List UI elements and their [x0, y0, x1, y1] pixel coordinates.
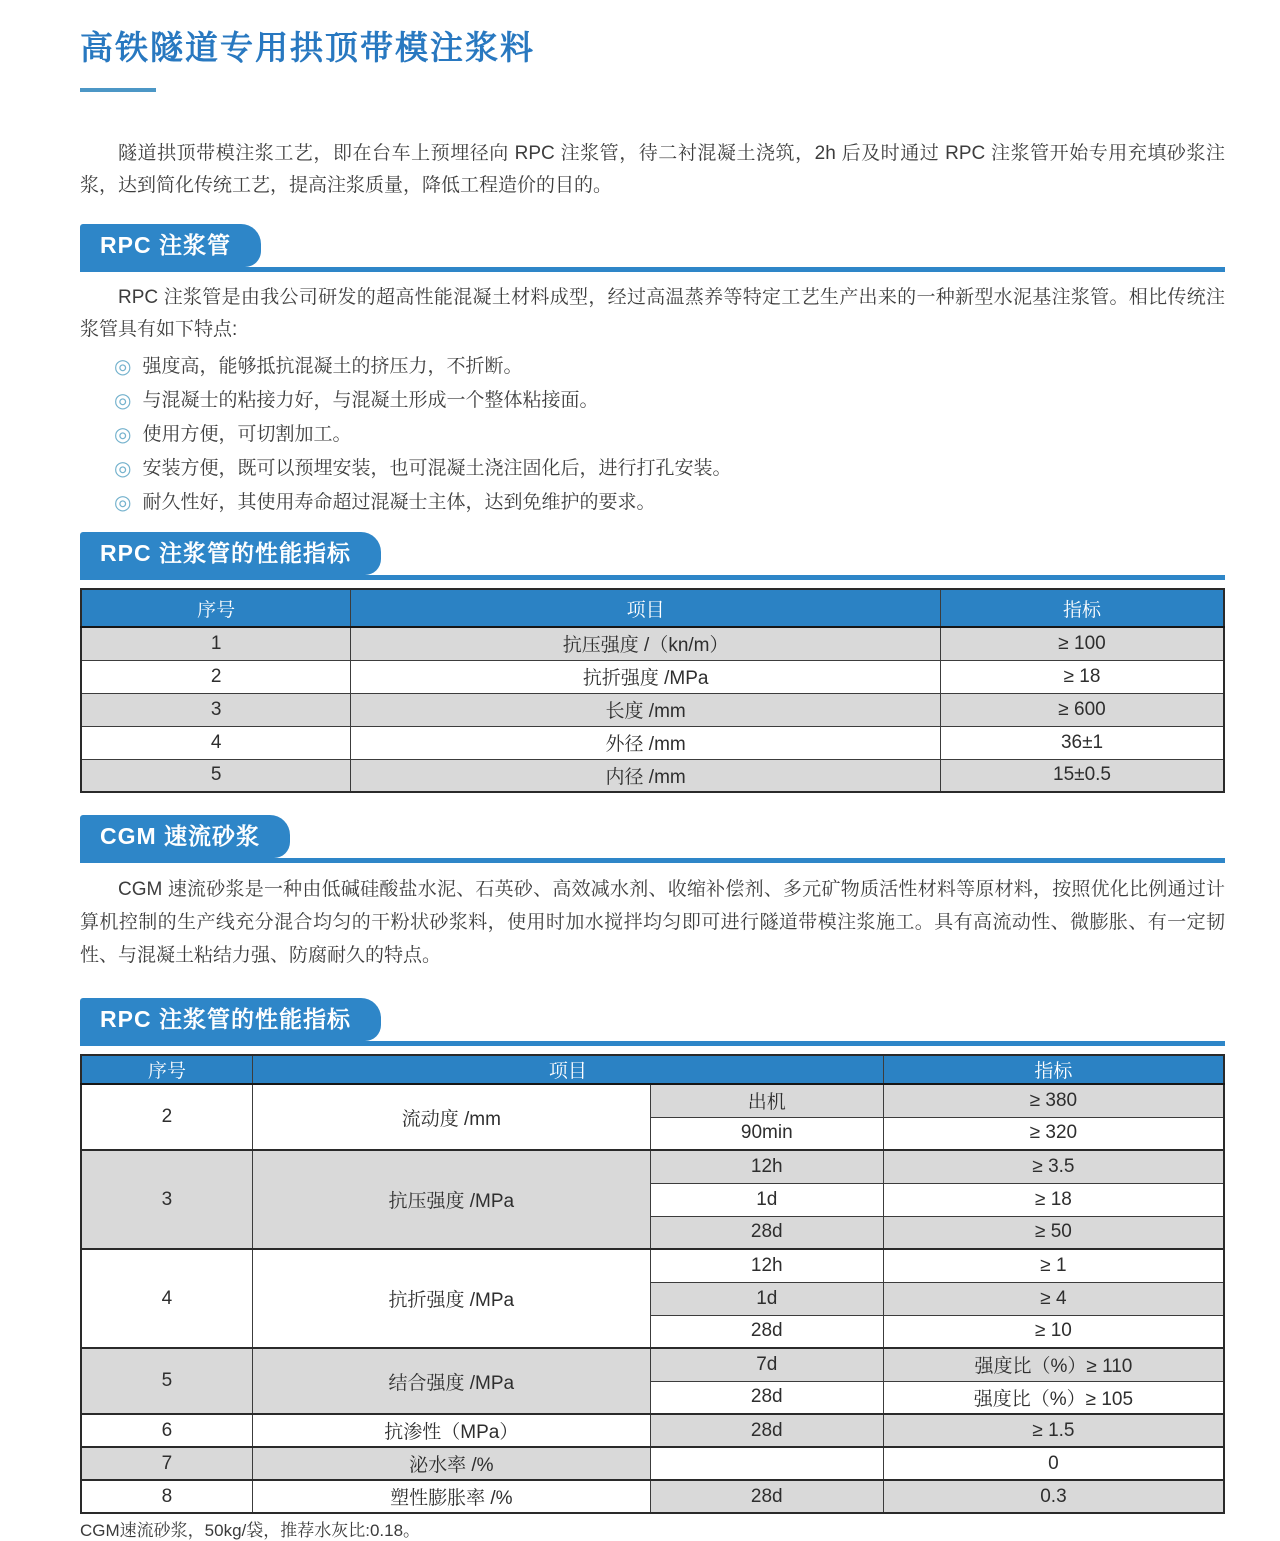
cell-value: 0.3 [883, 1480, 1224, 1513]
cell-condition: 28d [650, 1414, 883, 1447]
cell-item: 塑性膨胀率 /% [252, 1480, 650, 1513]
cell-no: 3 [81, 693, 351, 726]
cell-no: 8 [81, 1480, 252, 1513]
table-row [81, 726, 1224, 759]
table-row [81, 1348, 1224, 1381]
cell-value: ≥ 320 [883, 1117, 1224, 1150]
cell-item: 泌水率 /% [252, 1447, 650, 1480]
cell-item: 抗折强度 /MPa [351, 660, 941, 693]
cell-condition: 12h [650, 1249, 883, 1282]
cell-item: 抗折强度 /MPa [252, 1249, 650, 1348]
feature-item [114, 452, 1225, 486]
cell-value: ≥ 18 [883, 1183, 1224, 1216]
cell-value: ≥ 600 [941, 693, 1224, 726]
feature-text: 耐久性好，其使用寿命超过混凝士主体，达到免维护的要求。 [142, 492, 656, 513]
cell-condition: 7d [650, 1348, 883, 1381]
column-header: 指标 [883, 1055, 1224, 1084]
cell-condition: 12h [650, 1150, 883, 1183]
table-header-row [81, 589, 1224, 627]
feature-item [114, 418, 1225, 452]
cell-item: 流动度 /mm [252, 1084, 650, 1150]
cell-value: ≥ 10 [883, 1315, 1224, 1348]
column-header: 指标 [941, 589, 1224, 627]
table-row [81, 1150, 1224, 1183]
cell-condition: 28d [650, 1216, 883, 1249]
table-row [81, 1414, 1224, 1447]
cell-condition: 1d [650, 1282, 883, 1315]
table-row [81, 627, 1224, 660]
feature-item [114, 350, 1225, 384]
table-row [81, 759, 1224, 792]
cell-item: 外径 /mm [351, 726, 941, 759]
double-circle-bullet-icon: ◎ [114, 458, 132, 480]
section-banner-cgm [80, 815, 1225, 863]
footnote: CGM速流砂浆，50kg/袋，推荐水灰比:0.18。 [80, 1521, 421, 1540]
cell-value: 15±0.5 [941, 759, 1224, 792]
cell-condition: 出机 [650, 1084, 883, 1117]
table-row [81, 1480, 1224, 1513]
section-heading-table2: RPC 注浆管的性能指标 [80, 998, 381, 1041]
column-header: 项目 [252, 1055, 883, 1084]
cell-condition: 28d [650, 1315, 883, 1348]
cell-item: 抗压强度 /MPa [252, 1150, 650, 1249]
cell-value: ≥ 3.5 [883, 1150, 1224, 1183]
cell-no: 2 [81, 1084, 252, 1150]
feature-text: 强度高，能够抵抗混凝土的挤压力，不折断。 [142, 356, 523, 377]
cell-condition: 90min [650, 1117, 883, 1150]
column-header: 项目 [351, 589, 941, 627]
feature-item [114, 384, 1225, 418]
cgm-performance-table [80, 1054, 1225, 1514]
cell-item: 结合强度 /MPa [252, 1348, 650, 1414]
cell-value: ≥ 380 [883, 1084, 1224, 1117]
cell-condition: 1d [650, 1183, 883, 1216]
double-circle-bullet-icon: ◎ [114, 390, 132, 412]
table-row [81, 693, 1224, 726]
table-row [81, 660, 1224, 693]
cell-no: 1 [81, 627, 351, 660]
double-circle-bullet-icon: ◎ [114, 356, 132, 378]
column-header: 序号 [81, 589, 351, 627]
table-row [81, 1084, 1224, 1117]
cell-no: 6 [81, 1414, 252, 1447]
section-heading-cgm: CGM 速流砂浆 [80, 815, 290, 858]
cell-value: ≥ 1 [883, 1249, 1224, 1282]
rpc-pipe-performance-table [80, 588, 1225, 793]
feature-text: 与混凝士的粘接力好，与混凝土形成一个整体粘接面。 [142, 390, 599, 411]
feature-item [114, 486, 1225, 520]
cell-no: 7 [81, 1447, 252, 1480]
section-banner-table1 [80, 532, 1225, 580]
cell-value: 强度比（%）≥ 105 [883, 1381, 1224, 1414]
table-row [81, 1249, 1224, 1282]
table-header-row [81, 1055, 1224, 1084]
section-heading-rpc-pipe: RPC 注浆管 [80, 224, 261, 267]
cell-condition: 28d [650, 1480, 883, 1513]
section-banner-table2 [80, 998, 1225, 1046]
rpc-pipe-paragraph: RPC 注浆管是由我公司研发的超高性能混凝土材料成型，经过高温蒸养等特定工艺生产出来的一种新型水泥基注浆管。相比传统注浆管具有如下特点: [80, 287, 1225, 340]
section-banner-rpc-pipe [80, 224, 1225, 272]
column-header: 序号 [81, 1055, 252, 1084]
cell-no: 5 [81, 1348, 252, 1414]
cell-value: 0 [883, 1447, 1224, 1480]
cell-no: 2 [81, 660, 351, 693]
cgm-paragraph: CGM 速流砂浆是一种由低碱硅酸盐水泥、石英砂、高效减水剂、收缩补偿剂、多元矿物质活性材料等原材料，按照优化比例通过计算机控制的生产线充分混合均匀的干粉状砂浆料，使用时加水搅拌均匀即可进行隧道带模注浆施工。具有高流动性、微膨胀、有一定韧性、与混凝土粘结力强、防腐耐久的特点。 [80, 879, 1225, 966]
cell-value: ≥ 1.5 [883, 1414, 1224, 1447]
cell-no: 4 [81, 1249, 252, 1348]
cell-item: 抗压强度 /（kn/m） [351, 627, 941, 660]
cell-value: ≥ 50 [883, 1216, 1224, 1249]
cell-value: 强度比（%）≥ 110 [883, 1348, 1224, 1381]
cell-condition [650, 1447, 883, 1480]
feature-list [80, 350, 1225, 520]
intro-paragraph: 隧道拱顶带模注浆工艺，即在台车上预埋径向 RPC 注浆管，待二衬混凝土浇筑，2h 后及时通过 RPC 注浆管开始专用充填砂浆注浆，达到简化传统工艺，提高注浆质量，降低工程造价的目的。 [80, 143, 1225, 196]
cell-item: 长度 /mm [351, 693, 941, 726]
page-title: 高铁隧道专用拱顶带模注浆料 [80, 29, 535, 66]
cell-condition: 28d [650, 1381, 883, 1414]
section-heading-table1: RPC 注浆管的性能指标 [80, 532, 381, 575]
cell-value: ≥ 18 [941, 660, 1224, 693]
cell-value: 36±1 [941, 726, 1224, 759]
title-underline [80, 88, 156, 92]
cell-no: 5 [81, 759, 351, 792]
double-circle-bullet-icon: ◎ [114, 424, 132, 446]
cell-item: 抗渗性（MPa） [252, 1414, 650, 1447]
feature-text: 安装方便，既可以预埋安装，也可混凝土浇注固化后，进行打孔安装。 [142, 458, 732, 479]
cell-no: 3 [81, 1150, 252, 1249]
feature-text: 使用方便，可切割加工。 [142, 424, 352, 445]
cell-value: ≥ 4 [883, 1282, 1224, 1315]
double-circle-bullet-icon: ◎ [114, 492, 132, 514]
cell-no: 4 [81, 726, 351, 759]
table-row [81, 1447, 1224, 1480]
cell-value: ≥ 100 [941, 627, 1224, 660]
cell-item: 内径 /mm [351, 759, 941, 792]
